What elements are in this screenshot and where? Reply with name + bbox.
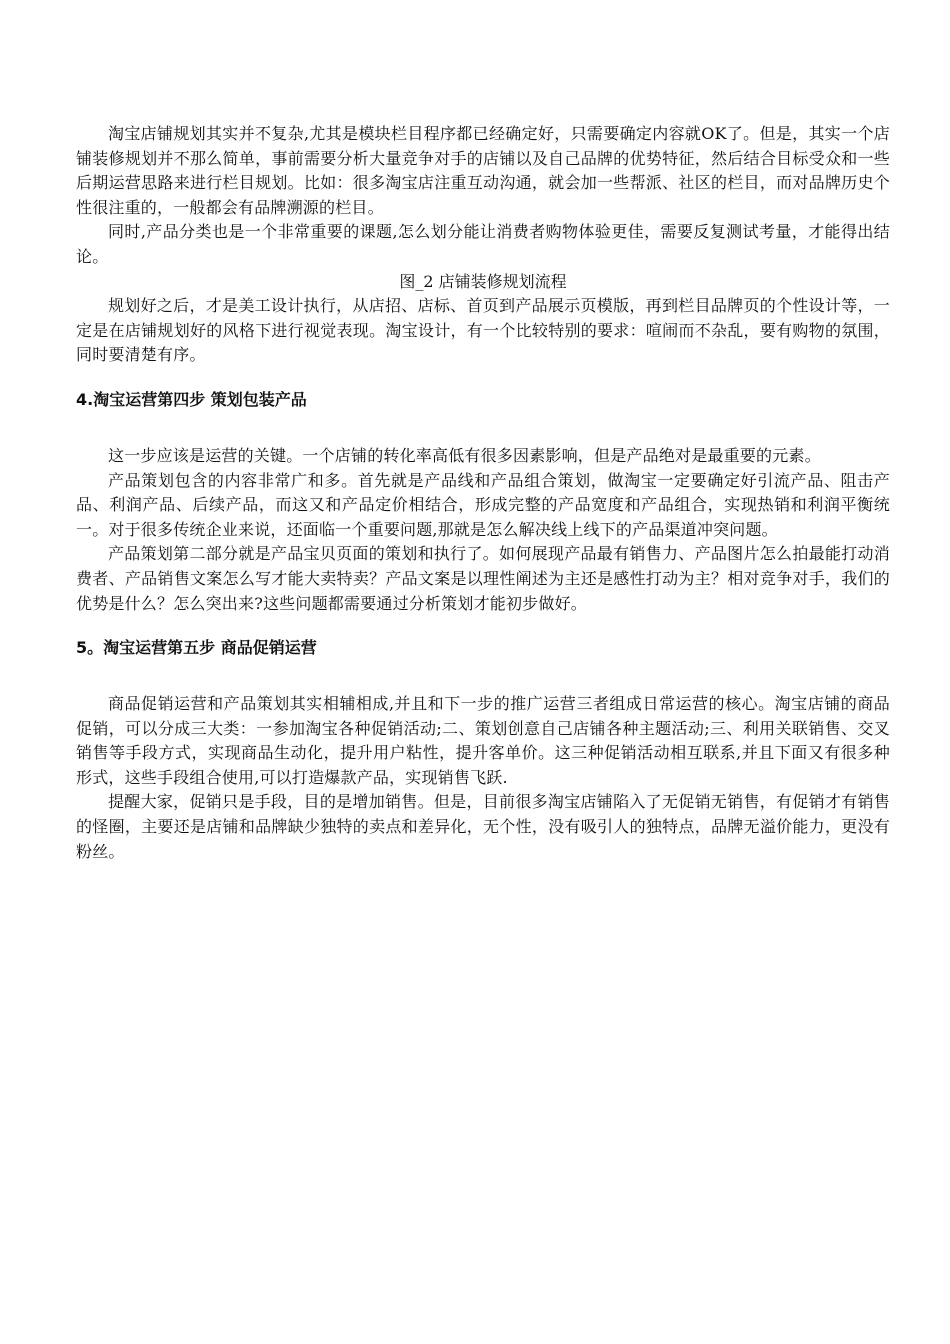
section-heading-step5: 5。淘宝运营第五步 商品促销运营 (76, 638, 317, 658)
figure-caption: 图_2 店铺装修规划流程 (399, 271, 567, 291)
paragraph-product-category: 同时,产品分类也是一个非常重要的课题,怎么划分能让消费者购物体验更佳，需要反复测试考量，才能得出结论。 (76, 222, 890, 266)
section-heading-step4: 4.淘宝运营第四步 策划包装产品 (76, 389, 307, 409)
paragraph-step4-product-page: 产品策划第二部分就是产品宝贝页面的策划和执行了。如何展现产品最有销售力、产品图片怎么拍最能打动消费者、产品销售文案怎么写才能大卖特卖？产品文案是以理性阐述为主还是感性打动为主？相对竞争对手，我们的优势是什么？怎么突出来?这些问题都需要通过分析策划才能初步做好。 (76, 544, 890, 613)
paragraph-step4-key: 这一步应该是运营的关键。一个店铺的转化率高低有很多因素影响，但是产品绝对是最重要的元素。 (108, 445, 821, 465)
spacer (76, 616, 890, 636)
paragraph-step5-reminder: 提醒大家，促销只是手段，目的是增加销售。但是，目前很多淘宝店铺陷入了无促销无销售，有促销才有销售的怪圈，主要还是店铺和品牌缺少独特的卖点和差异化，无个性，没有吸引人的独特点，品牌无溢价能力，更没有粉丝。 (76, 792, 890, 861)
spacer (76, 660, 890, 692)
paragraph-step5-promotion: 商品促销运营和产品策划其实相辅相成,并且和下一步的推广运营三者组成日常运营的核心。淘宝店铺的商品促销，可以分成三大类：一参加淘宝各种促销活动;二、策划创意自己店铺各种主题活动;三、利用关联销售、交叉销售等手段方式，实现商品生动化，提升用户粘性，提升客单价。这三种促销活动相互联系,并且下面又有很多种形式，这些手段组合使用,可以打造爆款产品，实现销售飞跃. (76, 694, 890, 787)
paragraph-design-execution: 规划好之后，才是美工设计执行，从店招、店标、首页到产品展示页模版，再到栏目品牌页的个性设计等，一定是在店铺规划好的风格下进行视觉表现。淘宝设计，有一个比较特别的要求：喧闹而不杂乱，要有购物的氛围，同时要清楚有序。 (76, 296, 890, 365)
spacer (76, 412, 890, 444)
spacer (76, 368, 890, 388)
paragraph-store-planning: 淘宝店铺规划其实并不复杂,尤其是模块栏目程序都已经确定好，只需要确定内容就OK了。但是，其实一个店铺装修规划并不那么简单，事前需要分析大量竞争对手的店铺以及自己品牌的优势特征，然后结合目标受众和一些后期运营思路来进行栏目规划。比如：很多淘宝店注重互动沟通，就会加一些帮派、社区的栏目，而对品牌历史个性很注重的，一般都会有品牌溯源的栏目。 (76, 124, 890, 217)
document-page (76, 122, 890, 864)
paragraph-step4-product-line: 产品策划包含的内容非常广和多。首先就是产品线和产品组合策划，做淘宝一定要确定好引流产品、阻击产品、利润产品、后续产品，而这又和产品定价相结合，形成完整的产品宽度和产品组合，实现热销和利润平衡统一。对于很多传统企业来说，还面临一个重要问题,那就是怎么解决线上线下的产品渠道冲突问题。 (76, 470, 890, 539)
